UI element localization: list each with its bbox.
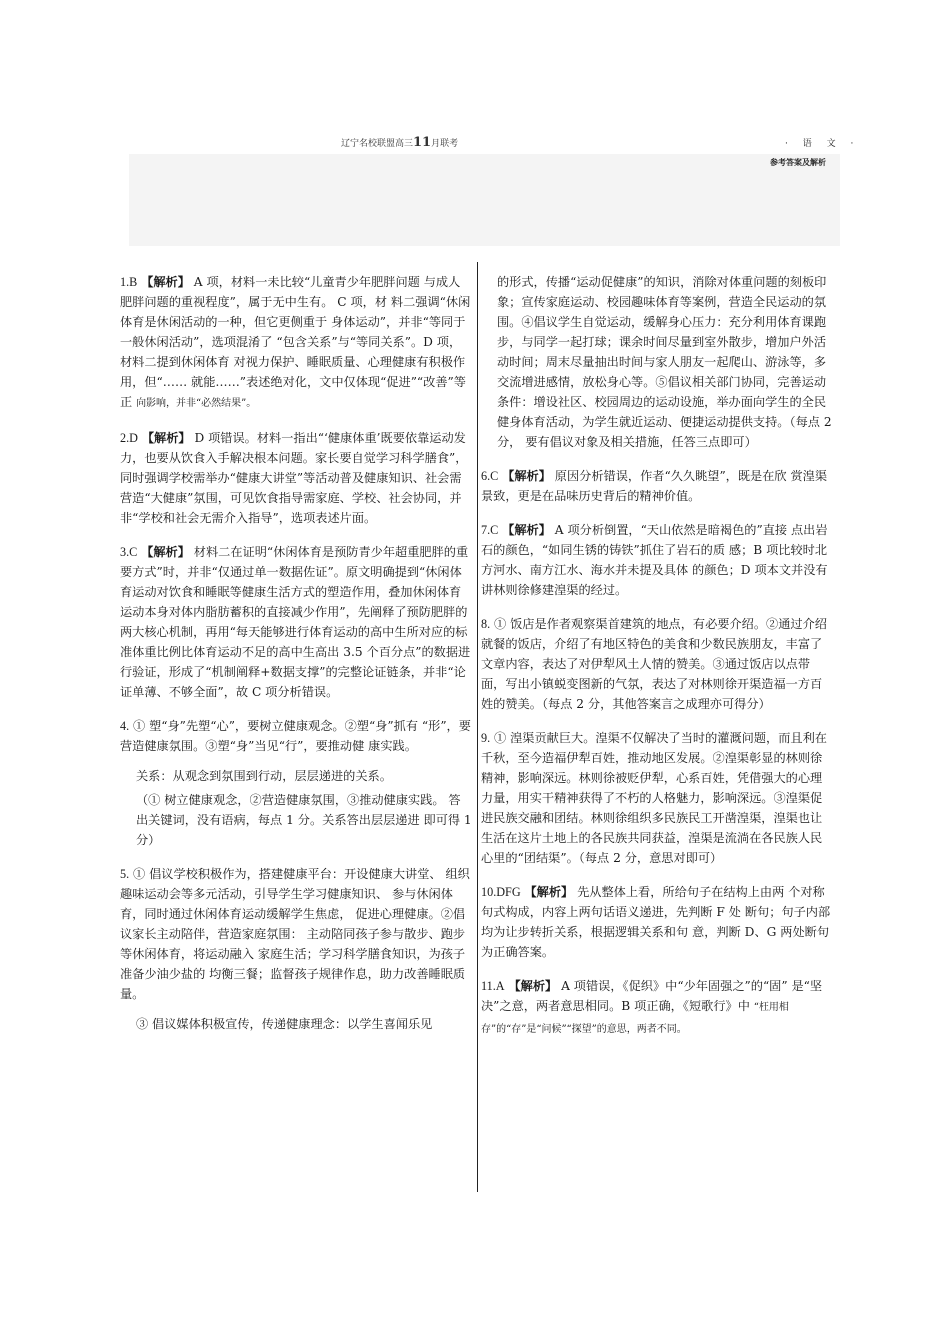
answer-item <box>120 716 472 850</box>
item-number: 9. <box>481 731 491 745</box>
item-number: 2.D <box>120 431 138 445</box>
item-relation: 关系：从观念到氛围到行动，层层递进的关系。 <box>136 769 392 783</box>
item-text: A 项错误，《促织》中“少年固强之”的“固” 是“坚决”之意，两者意思相同。B 项正确，《短歌行》中 <box>481 979 823 1013</box>
exam-title-suffix: 月联考 <box>431 139 459 149</box>
answer-item <box>120 542 472 702</box>
exam-title-prefix: 辽宁名校联盟高三 <box>341 139 414 149</box>
item-number: 3.C <box>120 545 138 559</box>
item-text: 原因分析错误，作者“久久眺望”，既是在欣 赏湟渠景致，更是在品味历史背后的精神价值。 <box>481 469 828 503</box>
item-scoring: （① 树立健康观念，②营造健康氛围，③推动健康实践。 答出关键词，没有语病，每点 1 分。关系答出层层递进 即可得 1 分） <box>136 793 472 847</box>
item-text: D 项错误。材料一指出“‘健康体重’既要依靠运动发力，也要从饮食入手解决根本问题。家长要自觉学习科学膳食”，同时强调学校需举办“健康大讲堂”等活动普及健康知识、社会需营造“大健康”氛围，可见饮食指导需家庭、学校、社会协同，并非“学校和社会无需介入指导”，选项表述片面。 <box>120 431 468 525</box>
item-number: 10.DFG <box>481 885 521 899</box>
answer-item <box>120 428 472 528</box>
item-text-tail: 向影响，并非“必然结果”。 <box>136 398 257 409</box>
right-column <box>481 272 834 1054</box>
answer-subtitle: 参考答案及解析 <box>770 157 826 167</box>
item-number: 11.A <box>481 979 505 993</box>
answer-item <box>481 728 834 868</box>
answer-item <box>481 466 834 506</box>
item-text: 先从整体上看，所给句子在结构上由两 个对称句式构成，内容上两句话语义递进，先判断 F 处 断句；句子内部均为让步转折关系，根据逻辑关系和句 意，判断 D、G 两处断句为正确答案。 <box>481 885 831 959</box>
analysis-tag: 【解析】 <box>141 545 190 559</box>
item-text: ① 倡议学校积极作为，搭建健康平台：开设健康大讲堂、 组织趣味运动会等多元活动，引导学生学习健康知识、 参与休闲体育，同时通过休闲体育运动缓解学生焦虑， 促进心理健康。②倡议家长主动陪伴，营造家庭氛围： 主动陪同孩子参与散步、跑步等休闲体育，将运动融入 家庭生活；学习科学膳食知识，为孩子准备少油少盐的 均衡三餐；监督孩子规律作息，助力改善睡眠质量。 <box>120 867 470 1001</box>
item-number: 8. <box>481 617 491 631</box>
answer-item-continued <box>481 272 834 452</box>
exam-title-month: 11 <box>413 135 432 150</box>
item-number: 7.C <box>481 523 499 537</box>
exam-title <box>341 135 458 150</box>
item-text: ① 塑“身”先塑“心”，要树立健康观念。②塑“身”抓有 “形”，要营造健康氛围。③塑“身”当见“行”，要推动健 康实践。 <box>120 719 471 753</box>
item-text: ① 饭店是作者观察渠首建筑的地点，有必要介绍。②通过介绍就餐的饭店，介绍了有地区特色的美食和少数民族朋友，丰富了文章内容，表达了对伊犁风土人情的赞美。③通过饭店以点带面，写出小镇蜕变图新的气氛，表达了对林则徐开渠造福一方百姓的赞美。（每点 2 分，其他答案言之成理亦可得分） <box>481 617 827 711</box>
item-number: 5. <box>120 867 130 881</box>
item-number: 1.B <box>120 275 138 289</box>
analysis-tag: 【解析】 <box>524 885 574 899</box>
analysis-tag: 【解析】 <box>502 469 551 483</box>
analysis-tag: 【解析】 <box>141 431 191 445</box>
answer-item <box>481 614 834 714</box>
analysis-tag: 【解析】 <box>508 979 558 993</box>
answer-item <box>120 272 472 414</box>
answer-item <box>481 520 834 600</box>
item-text-tail: “枉用相存”的“存”是“问候”“探望”的意思，两者不同。 <box>481 1002 789 1035</box>
answer-item <box>481 882 834 962</box>
item-text: A 项分析倒置，“天山依然是暗褐色的”直接 点出岩石的颜色，“如同生锈的铸铁”抓住了岩石的质 感；B 项比较时北方河水、南方江水、海水并未提及具体 的颜色；D 项本文并没有讲林则徐修建湟渠的经过。 <box>481 523 828 597</box>
subject-title: · 语 文 · <box>785 139 860 149</box>
left-column <box>120 272 472 1048</box>
analysis-tag: 【解析】 <box>141 275 190 289</box>
item-text: A 项，材料一未比较“儿童青少年肥胖问题 与成人肥胖问题的重视程度”，属于无中生有。 C 项，材 料二强调“休闲体育是休闲活动的一种，但它更侧重于 身体运动”，并非“等同于一般休闲活动”，选项混淆了 “包含关系”与“等同关系”。D 项，材料二提到休闲体育 对视力保护、睡眠质量、心理健康有积极作用，但“…… 就能……”表述绝对化，文中仅体现“促进”“改善”等正 <box>120 275 471 409</box>
item-text-continued: ③ 倡议媒体积极宣传，传递健康理念：以学生喜闻乐见 <box>136 1017 433 1031</box>
item-number: 4. <box>120 719 130 733</box>
item-number: 6.C <box>481 469 499 483</box>
item-text: ① 湟渠贡献巨大。湟渠不仅解决了当时的灌溉问题，而且利在千秋，至今造福伊犁百姓，推动地区发展。②湟渠彰显的林则徐精神，影响深远。林则徐被贬伊犁，心系百姓，凭借强大的心理力量，用实干精神获得了不朽的人格魅力，影响深远。③湟渠促进民族交融和团结。林则徐组织多民族民工开凿湟渠，湟渠也让生活在这片土地上的各民族共同获益，湟渠是流淌在各民族人民心里的“团结渠”。（每点 2 分，意思对即可） <box>481 731 827 865</box>
item-text: 材料二在证明“休闲体育是预防青少年超重肥胖的重要方式”时，并非“仅通过单一数据佐证”。原文明确提到“休闲体育运动对饮食和睡眠等健康生活方式的塑造作用，叠加休闲体育运动本身对体内脂肪蓄积的直接减少作用”，先阐释了预防肥胖的两大核心机制，再用“每天能够进行体育运动的高中生所对应的标准体重比例比体育运动不足的高中生高出 3.5 个百分点”的数据进行验证，形成了“机制阐释+数据支撑”的完整论证链条，并非“论证单薄、不够全面”，故 C 项分析错误。 <box>120 545 471 699</box>
header-band <box>129 154 840 246</box>
analysis-tag: 【解析】 <box>502 523 551 537</box>
column-divider <box>477 262 478 1192</box>
answer-item <box>481 976 834 1040</box>
answer-item <box>120 864 472 1034</box>
item-text: 的形式，传播“运动促健康”的知识，消除对体重问题的刻板印象；宣传家庭运动、校园趣味体育等案例，营造全民运动的氛围。④倡议学生自觉运动，缓解身心压力：充分利用体育课跑步，与同学一起打球；课余时间尽量到室外散步，增加户外活动时间；周末尽量抽出时间与家人朋友一起爬山、游泳等，多交流增进感情，放松身心等。⑤倡议相关部门协同，完善运动条件：增设社区、校园周边的运动设施，举办面向学生的全民健身体育活动，为学生就近运动、便捷运动提供支持。（每点 2 分， 要有倡议对象及相关措施，任答三点即可） <box>497 275 832 449</box>
